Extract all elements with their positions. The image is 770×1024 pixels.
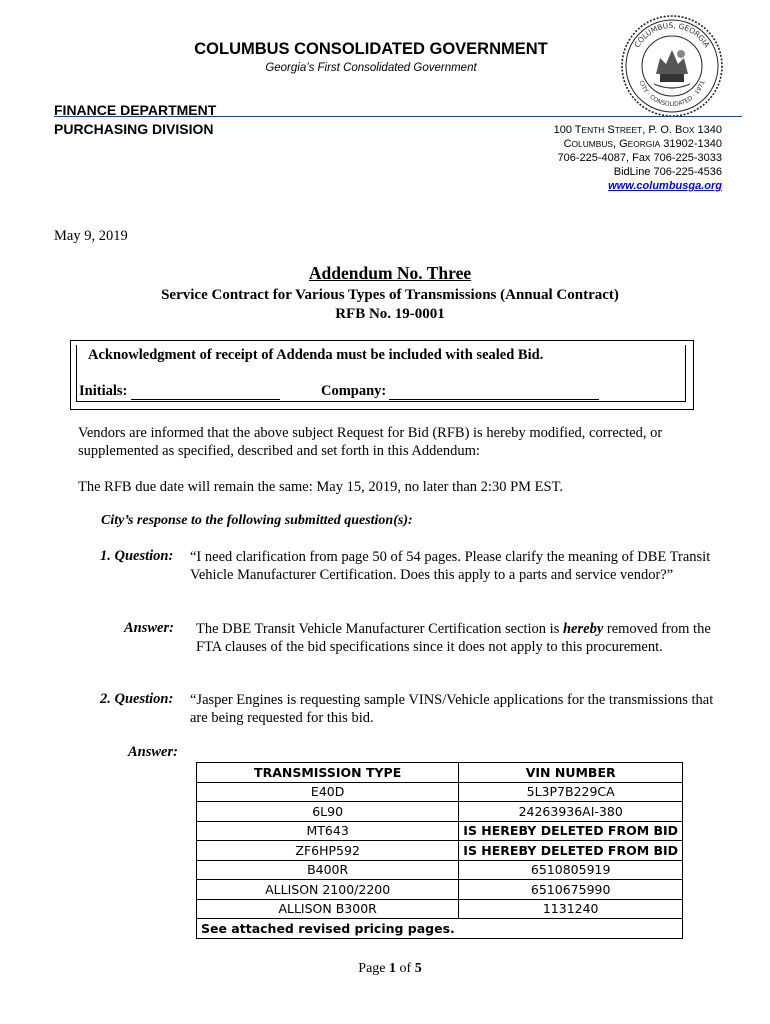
org-tagline: Georgia’s First Consolidated Government — [265, 62, 477, 74]
transmission-type-cell: MT643 — [197, 821, 459, 841]
rfb-number: RFB No. 19-0001 — [335, 306, 445, 322]
vin-number-cell: IS HEREBY DELETED FROM BID — [459, 821, 683, 841]
question-1-label: 1. Question: — [100, 548, 174, 564]
answer-1-label: Answer: — [124, 620, 174, 636]
page-number: Page 1 of 5 — [358, 961, 422, 976]
table-row — [197, 802, 683, 822]
initials-field[interactable] — [131, 399, 280, 400]
intro-paragraph: Vendors are informed that the above subject Request for Bid (RFB) is hereby modified, corrected, or supplemented as specified, described and set forth in this Addendum: — [78, 425, 663, 459]
vin-number-cell: 1131240 — [459, 899, 683, 919]
company-label: Company: — [321, 383, 387, 399]
department-name: FINANCE DEPARTMENT — [54, 102, 217, 118]
question-2-text: “Jasper Engines is requesting sample VINS/Vehicle applications for the transmissions that are being requested for this bid. — [190, 692, 714, 726]
table-header-row — [197, 763, 683, 783]
table-row — [197, 821, 683, 841]
vin-number-cell: IS HEREBY DELETED FROM BID — [459, 841, 683, 861]
table-row — [197, 880, 683, 900]
seal-text-bottom: CITY · CONSOLIDATED · 1971 — [637, 79, 707, 109]
transmission-type-cell: E40D — [197, 782, 459, 802]
table-note: See attached revised pricing pages. — [197, 919, 459, 939]
division-name: PURCHASING DIVISION — [54, 121, 214, 137]
transmission-type-cell: 6L90 — [197, 802, 459, 822]
address-line-city: COLUMBUS, GEORGIA 31902-1340 — [563, 138, 722, 150]
vin-number-cell: 6510675990 — [459, 880, 683, 900]
address-line-street: 100 TENTH STREET, P. O. BOX 1340 — [553, 124, 722, 136]
address-block — [554, 123, 722, 193]
table-note-empty-cell — [459, 919, 683, 939]
transmission-type-cell: B400R — [197, 860, 459, 880]
answer-1-emphasis: hereby — [562, 621, 604, 637]
org-name: COLUMBUS CONSOLIDATED GOVERNMENT — [194, 40, 548, 58]
website-link[interactable]: www.columbusga.org — [608, 180, 722, 192]
header-vin-number: VIN NUMBER — [459, 763, 683, 783]
response-heading: City’s response to the following submitted question(s): — [101, 513, 413, 528]
transmission-type-cell: ALLISON B300R — [197, 899, 459, 919]
vin-number-cell: 24263936AI-380 — [459, 802, 683, 822]
letter-date: May 9, 2019 — [54, 228, 128, 244]
addendum-subtitle: Service Contract for Various Types of Transmissions (Annual Contract) — [161, 287, 619, 303]
vin-number-cell: 6510805919 — [459, 860, 683, 880]
question-2-label: 2. Question: — [100, 691, 174, 707]
vin-table — [196, 762, 683, 939]
seal-text-top: COLUMBUS, GEORGIA — [632, 20, 712, 50]
address-phone-fax: 706-225-4087, Fax 706-225-3033 — [557, 152, 722, 164]
header-transmission-type: TRANSMISSION TYPE — [197, 763, 459, 783]
transmission-type-cell: ALLISON 2100/2200 — [197, 880, 459, 900]
acknowledgment-text: Acknowledgment of receipt of Addenda must be included with sealed Bid. — [88, 347, 544, 363]
company-field[interactable] — [389, 399, 599, 400]
department-block — [54, 101, 216, 139]
due-date-paragraph: The RFB due date will remain the same: May 15, 2019, no later than 2:30 PM EST. — [78, 479, 563, 495]
answer-2-label: Answer: — [128, 744, 178, 760]
city-seal-icon — [620, 14, 724, 118]
table-row — [197, 860, 683, 880]
table-note-row — [197, 919, 683, 939]
transmission-type-cell: ZF6HP592 — [197, 841, 459, 861]
question-1-text: “I need clarification from page 50 of 54 pages. Please clarify the meaning of DBE Transit Vehicle Manufacturer Certification. Does this apply to a parts and service vendor?” — [190, 549, 711, 583]
answer-1-text: The DBE Transit Vehicle Manufacturer Certification section is hereby removed from the FTA clauses of the bid specifications since it does not apply to this procurement. — [196, 621, 711, 655]
address-bidline: BidLine 706-225-4536 — [613, 166, 722, 178]
table-row — [197, 782, 683, 802]
table-row — [197, 899, 683, 919]
table-row — [197, 841, 683, 861]
addendum-title: Addendum No. Three — [308, 263, 472, 283]
initials-label: Initials: — [79, 383, 128, 399]
vin-number-cell: 5L3P7B229CA — [459, 782, 683, 802]
